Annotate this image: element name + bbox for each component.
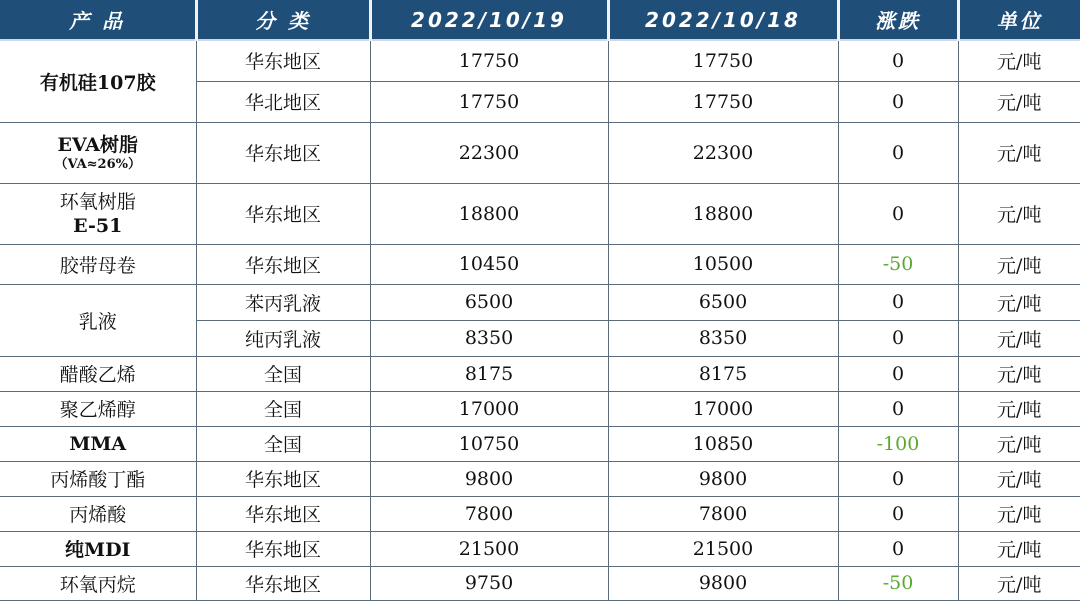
header-unit: 单位 [958, 0, 1080, 40]
table-row [0, 426, 1080, 461]
unit-cell: 元/吨 [958, 531, 1080, 566]
price-cell: 22300 [608, 122, 838, 183]
table-row [0, 183, 1080, 244]
price-cell: 17000 [370, 391, 608, 426]
price-cell: 18800 [608, 183, 838, 244]
product-cell: 纯MDI [0, 531, 196, 566]
price-cell: 18800 [370, 183, 608, 244]
product-cell: 胶带母卷 [0, 244, 196, 284]
header-date1: 2022/10/19 [370, 0, 608, 40]
unit-cell: 元/吨 [958, 284, 1080, 320]
unit-cell: 元/吨 [958, 183, 1080, 244]
unit-cell: 元/吨 [958, 566, 1080, 600]
table-row [0, 40, 1080, 81]
price-cell: 8175 [608, 356, 838, 391]
product-name: 环氧树脂 [59, 190, 136, 213]
change-cell: 0 [838, 461, 958, 496]
header-row [0, 0, 1080, 40]
change-cell: -100 [838, 426, 958, 461]
product-cell: 乳液 [0, 284, 196, 356]
header-date2: 2022/10/18 [608, 0, 838, 40]
product-cell: 醋酸乙烯 [0, 356, 196, 391]
product-cell [0, 40, 196, 122]
price-cell: 17750 [608, 40, 838, 81]
price-cell: 9800 [608, 461, 838, 496]
change-cell: 0 [838, 183, 958, 244]
table-row [0, 461, 1080, 496]
category-cell: 华东地区 [196, 461, 370, 496]
unit-cell: 元/吨 [958, 320, 1080, 356]
price-cell: 17750 [370, 81, 608, 122]
header-category: 分 类 [196, 0, 370, 40]
header-product: 产 品 [0, 0, 196, 40]
category-cell: 华东地区 [196, 244, 370, 284]
price-cell: 17750 [608, 81, 838, 122]
change-cell: 0 [838, 284, 958, 320]
table-row [0, 244, 1080, 284]
price-cell: 9800 [608, 566, 838, 600]
unit-cell: 元/吨 [958, 244, 1080, 284]
category-cell: 纯丙乳液 [196, 320, 370, 356]
product-cell: 聚乙烯醇 [0, 391, 196, 426]
price-cell: 8350 [608, 320, 838, 356]
change-cell: 0 [838, 356, 958, 391]
category-cell: 华东地区 [196, 531, 370, 566]
table-row [0, 356, 1080, 391]
change-cell: 0 [838, 40, 958, 81]
price-cell: 21500 [608, 531, 838, 566]
price-cell: 9750 [370, 566, 608, 600]
change-cell: 0 [838, 496, 958, 531]
price-cell: 7800 [370, 496, 608, 531]
unit-cell: 元/吨 [958, 461, 1080, 496]
change-cell: 0 [838, 122, 958, 183]
price-cell: 17000 [608, 391, 838, 426]
product-cell: 环氧丙烷 [0, 566, 196, 600]
product-cell [0, 122, 196, 183]
unit-cell: 元/吨 [958, 496, 1080, 531]
product-cell [0, 183, 196, 244]
table-row [0, 122, 1080, 183]
price-cell: 17750 [370, 40, 608, 81]
unit-cell: 元/吨 [958, 391, 1080, 426]
unit-cell: 元/吨 [958, 40, 1080, 81]
price-cell: 7800 [608, 496, 838, 531]
category-cell: 华东地区 [196, 122, 370, 183]
category-cell: 全国 [196, 356, 370, 391]
price-cell: 10500 [608, 244, 838, 284]
price-cell: 6500 [608, 284, 838, 320]
header-change: 涨跌 [838, 0, 958, 40]
change-cell: -50 [838, 244, 958, 284]
category-cell: 全国 [196, 426, 370, 461]
product-name: 有机硅107胶 [39, 71, 156, 94]
category-cell: 华东地区 [196, 496, 370, 531]
price-cell: 8175 [370, 356, 608, 391]
change-cell: 0 [838, 320, 958, 356]
price-cell: 9800 [370, 461, 608, 496]
product-cell: MMA [0, 426, 196, 461]
change-cell: 0 [838, 81, 958, 122]
table-row [0, 566, 1080, 600]
unit-cell: 元/吨 [958, 356, 1080, 391]
change-cell: 0 [838, 531, 958, 566]
price-cell: 21500 [370, 531, 608, 566]
unit-cell: 元/吨 [958, 122, 1080, 183]
table-row [0, 496, 1080, 531]
price-cell: 10850 [608, 426, 838, 461]
change-cell: -50 [838, 566, 958, 600]
category-cell: 华东地区 [196, 40, 370, 81]
table-row [0, 531, 1080, 566]
product-name: EVA树脂 [57, 133, 138, 156]
table-row [0, 284, 1080, 320]
product-subtitle: E-51 [73, 214, 123, 237]
unit-cell: 元/吨 [958, 81, 1080, 122]
product-cell: 丙烯酸丁酯 [0, 461, 196, 496]
price-cell: 6500 [370, 284, 608, 320]
category-cell: 苯丙乳液 [196, 284, 370, 320]
category-cell: 华东地区 [196, 183, 370, 244]
price-cell: 10450 [370, 244, 608, 284]
change-cell: 0 [838, 391, 958, 426]
unit-cell: 元/吨 [958, 426, 1080, 461]
product-cell: 丙烯酸 [0, 496, 196, 531]
table-row [0, 391, 1080, 426]
price-cell: 10750 [370, 426, 608, 461]
product-subtitle: （VA≈26%） [54, 156, 141, 172]
category-cell: 华北地区 [196, 81, 370, 122]
price-cell: 8350 [370, 320, 608, 356]
category-cell: 全国 [196, 391, 370, 426]
category-cell: 华东地区 [196, 566, 370, 600]
price-cell: 22300 [370, 122, 608, 183]
